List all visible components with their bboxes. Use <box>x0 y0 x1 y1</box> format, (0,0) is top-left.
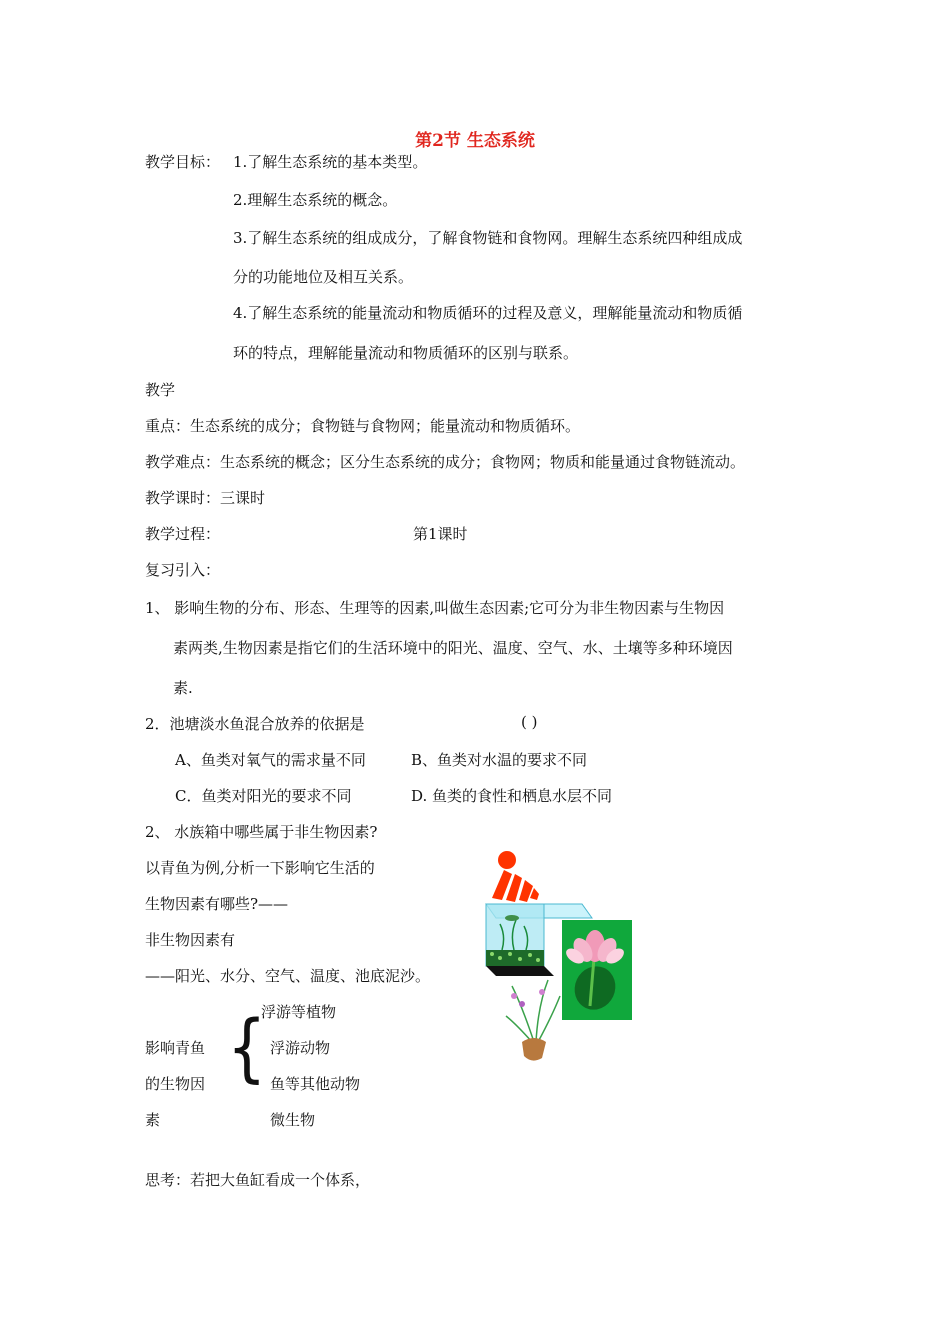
review-label: 复习引入： <box>145 561 221 579</box>
question-2-stem: 2．池塘淡水鱼混合放养的依据是 <box>145 715 365 733</box>
question-1-line-3: 素. <box>173 679 193 697</box>
bio-factors-label-3: 素 <box>145 1111 161 1129</box>
key-points: 重点：生态系统的成分；食物链与食物网；能量流动和物质循环。 <box>145 417 581 435</box>
objectives-label: 教学目标： <box>145 153 221 171</box>
factor-other-animals: 鱼等其他动物 <box>270 1075 361 1093</box>
aquarium-illustration <box>482 846 642 1070</box>
option-c: C．鱼类对阳光的要求不同 <box>175 787 352 805</box>
question-1-line-2: 素两类,生物因素是指它们的生活环境中的阳光、温度、空气、水、土壤等多种环境因 <box>173 639 733 657</box>
option-b: B、鱼类对水温的要求不同 <box>411 751 588 769</box>
answer-parentheses: ( ) <box>521 713 538 731</box>
bio-factors-label-1: 影响青鱼 <box>145 1039 206 1057</box>
think-question: 思考：若把大鱼缸看成一个体系， <box>145 1171 371 1189</box>
objective-item-2: 2.理解生态系统的概念。 <box>233 191 398 209</box>
objective-item-3: 3.了解生态系统的组成成分，了解食物链和食物网。理解生态系统四种组成成 <box>233 229 743 247</box>
lesson-label: 第1课时 <box>413 525 468 543</box>
process-label: 教学过程： <box>145 525 221 543</box>
option-a: A、鱼类对氧气的需求量不同 <box>175 751 366 769</box>
analysis-line-3: 非生物因素有 <box>145 931 236 949</box>
page-title: 第2节 生态系统 <box>415 131 535 151</box>
factor-zooplankton: 浮游动物 <box>270 1039 331 1057</box>
question-1-line-1: 1、 影响生物的分布、形态、生理等的因素,叫做生态因素;它可分为非生物因素与生物因 <box>145 599 725 617</box>
objective-item-1: 1.了解生态系统的基本类型。 <box>233 153 428 171</box>
option-d: D. 鱼类的食性和栖息水层不同 <box>411 787 613 805</box>
difficulties: 教学难点：生态系统的概念；区分生态系统的成分；食物网；物质和能量通过食物链流动。 <box>145 453 746 471</box>
curly-brace-icon: { <box>227 1003 267 1092</box>
factor-plants: 浮游等植物 <box>261 1003 337 1021</box>
question-3: 2、 水族箱中哪些属于非生物因素? <box>145 823 378 841</box>
logo-icon <box>492 851 539 902</box>
objective-item-4: 4.了解生态系统的能量流动和物质循环的过程及意义，理解能量流动和物质循 <box>233 304 743 322</box>
analysis-line-4: ——阳光、水分、空气、温度、池底泥沙。 <box>145 967 431 985</box>
orchid-icon <box>506 980 560 1061</box>
analysis-line-1: 以青鱼为例,分析一下影响它生活的 <box>145 859 375 877</box>
jiaoxue-label: 教学 <box>145 381 176 399</box>
objective-item-4-cont: 环的特点，理解能量流动和物质循环的区别与联系。 <box>233 344 579 362</box>
lotus-icon <box>562 920 632 1020</box>
bio-factors-label-2: 的生物因 <box>145 1075 206 1093</box>
factor-microbes: 微生物 <box>270 1111 316 1129</box>
analysis-line-2: 生物因素有哪些?—— <box>145 895 289 913</box>
teaching-hours: 教学课时：三课时 <box>145 489 266 507</box>
objective-item-3-cont: 分的功能地位及相互关系。 <box>233 268 414 286</box>
